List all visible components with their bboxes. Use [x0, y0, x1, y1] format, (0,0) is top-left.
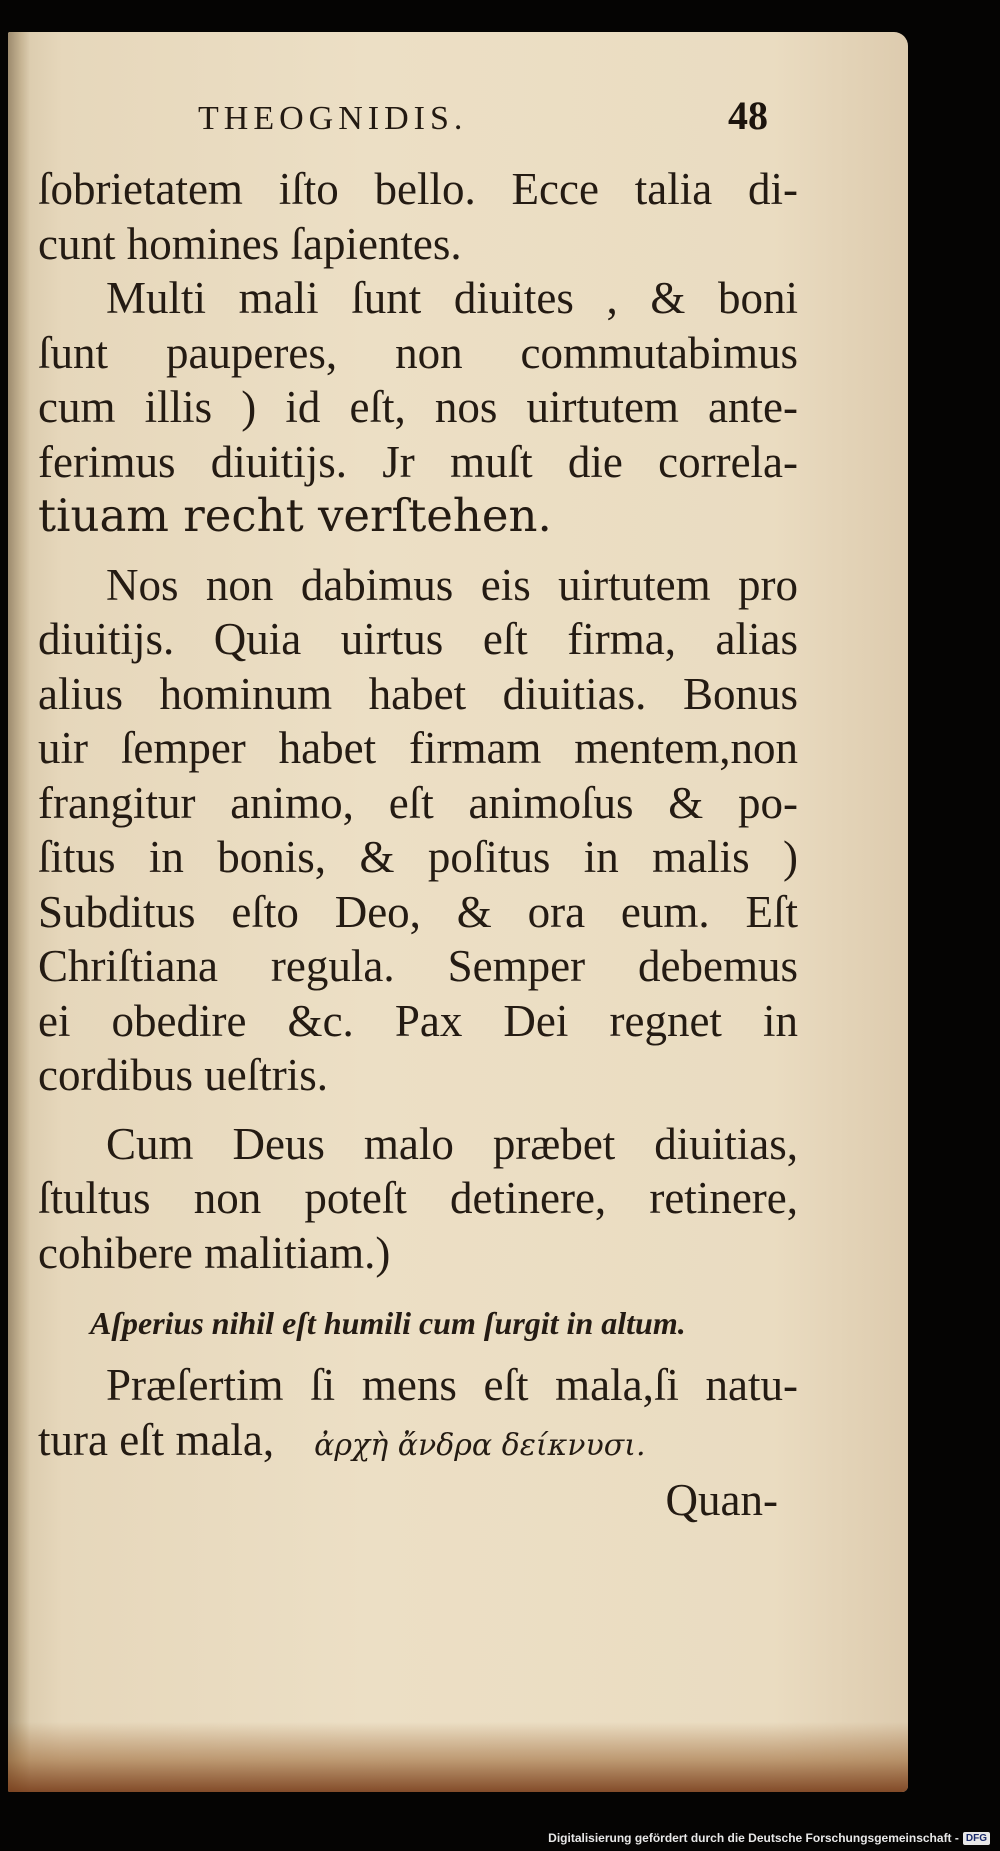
page-number: 48 [728, 93, 768, 138]
text-line: cohibere malitiam.) [38, 1227, 391, 1278]
text-line: ferimus diuitijs. Jr muſt die correla- [38, 436, 798, 487]
text-line: ſobrietatem iſto bello. Ecce talia di- [38, 164, 798, 214]
text-line: Cum Deus malo præbet diuitias, [106, 1118, 798, 1169]
credit-text: Digitalisierung gefördert durch die Deutsche Forschungsgemeinschaft - [548, 1831, 959, 1845]
text-line: alius hominum habet diuitias. Bonus [38, 668, 798, 719]
text-line: ſtultus non poteſt detinere, retinere, [38, 1173, 798, 1223]
text-line: cunt homines ſapientes. [38, 218, 462, 269]
greek-quotation: ἀρχὴ ἄνδρα δείκνυσι. [314, 1427, 646, 1463]
text-line: Chriſtiana regula. Semper debemus [38, 941, 798, 991]
text-line: Subditus eſto Deo, & ora eum. Eſt [38, 886, 798, 937]
running-head: THEOGNIDIS. [198, 100, 468, 137]
text-line: cum illis ) id eſt, nos uirtutem ante- [38, 382, 798, 432]
text-line: Nos non dabimus eis uirtutem pro [106, 559, 798, 610]
verse-quotation: Aſperius nihil eſt humili cum ſurgit in altum. [90, 1305, 686, 1341]
text-line: ei obedire &c. Pax Dei regnet in [38, 995, 798, 1046]
digitization-credit [548, 1831, 990, 1845]
text-line: Præſertim ſi mens eſt mala,ſi natu- [106, 1360, 798, 1410]
text-line: frangitur animo, eſt animoſus & po- [38, 777, 798, 828]
dfg-logo: DFG [963, 1832, 990, 1845]
text-line: uir ſemper habet firmam mentem,non [38, 723, 798, 773]
text-line: cordibus ueſtris. [38, 1050, 328, 1100]
text-line [38, 1413, 798, 1474]
text-block [38, 162, 798, 1527]
text-line: Multi mali ſunt diuites , & boni [106, 273, 798, 323]
book-page [8, 32, 908, 1792]
text-line: tiuam recht verſtehen. [38, 489, 552, 542]
text-line: diuitijs. Quia uirtus eſt firma, alias [38, 614, 798, 664]
catchword: Quan- [665, 1475, 778, 1525]
text-line: ſunt pauperes, non commutabimus [38, 327, 798, 378]
page-gutter [8, 32, 30, 1792]
text-fragment: tura eſt mala, [38, 1414, 275, 1465]
text-line: ſitus in bonis, & poſitus in malis ) [38, 832, 798, 882]
